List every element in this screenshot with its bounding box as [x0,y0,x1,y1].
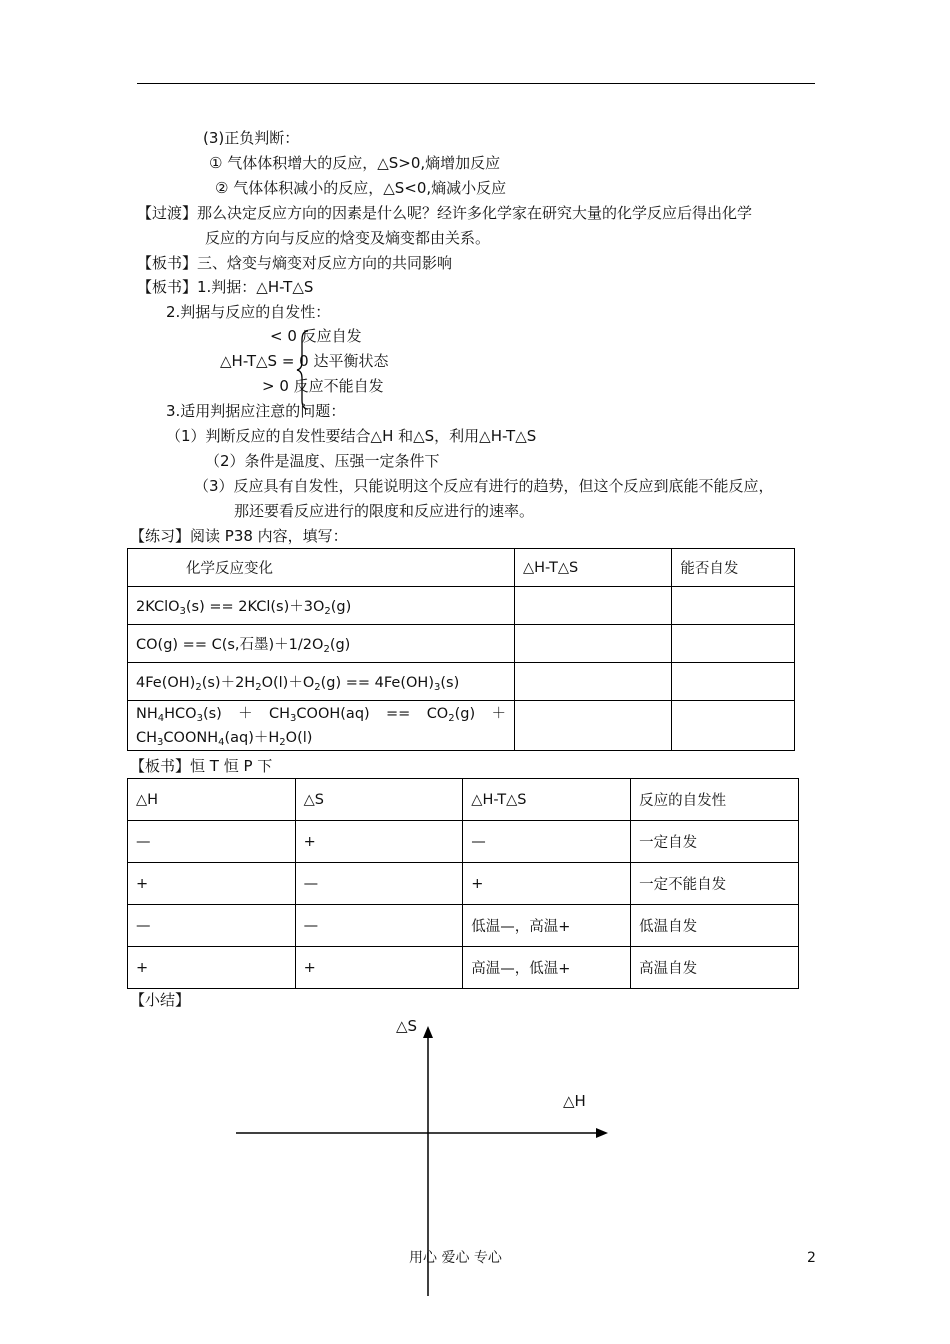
reaction-kclo3: 2KClO$_3$(s) == $2KCl(s)+3O_2(g)$ [128,587,515,625]
cell-spontaneity: 一定自发 [631,821,799,863]
line-note-1: （1）判断反应的自发性要结合△H 和△S，利用△H-T△S [166,427,537,445]
line-transition-cont: 反应的方向与反应的焓变及熵变都由关系。 [205,229,491,247]
y-axis-label: △S [396,1017,418,1035]
line-note-3: （3）反应具有自发性，只能说明这个反应有进行的趋势，但这个反应到底能不能反应， [194,477,774,495]
criterion-less-zero: < 0 反应自发 [270,327,362,345]
footer-text: 用心 爱心 专心 [409,1250,502,1266]
answer-cell[interactable] [515,625,672,663]
line-note-3-cont: 那还要看反应进行的限度和反应进行的速率。 [234,502,535,520]
criterion-greater-zero: > 0 反应不能自发 [262,377,384,395]
cell-spontaneity: 高温自发 [631,947,799,989]
header-rule [137,83,815,84]
cell-dh-tds: — [463,821,631,863]
cell-ds: + [295,821,463,863]
header-reaction: 化学反应变化 [128,549,515,587]
header-dh-tds: △H-T△S [515,549,672,587]
table-row [128,549,795,587]
line-gas-volume-increase: ① 气体体积增大的反应，△S>0,熵增加反应 [209,154,501,172]
table-row [128,701,795,751]
table-row [128,821,799,863]
line-board-3: 【板书】三、焓变与熵变对反应方向的共同影响 [137,254,453,272]
answer-cell[interactable] [515,663,672,701]
summary-table [127,778,799,989]
line-notes-title: 3.适用判据应注意的问题： [166,402,346,420]
table-row [128,779,799,821]
answer-cell[interactable] [672,663,795,701]
line-criterion-spontaneity: 2.判据与反应的自发性： [166,303,331,321]
line-transition: 【过渡】那么决定反应方向的因素是什么呢？经许多化学家在研究大量的化学反应后得出化学 [137,204,753,222]
table-row [128,905,799,947]
answer-cell[interactable] [672,587,795,625]
line-exercise: 【练习】阅读 P38 内容，填写： [130,527,348,545]
answer-cell[interactable] [672,625,795,663]
cell-ds: — [295,863,463,905]
x-axis-arrow-icon [596,1128,608,1138]
header-dh: △H [128,779,296,821]
header-spontaneous: 能否自发 [672,549,795,587]
cell-dh: + [128,863,296,905]
cell-spontaneity: 一定不能自发 [631,863,799,905]
answer-cell[interactable] [515,587,672,625]
cell-ds: + [295,947,463,989]
cell-dh-tds: 低温—，高温+ [463,905,631,947]
cell-dh: — [128,905,296,947]
reaction-co: CO(g) == C(s,石墨)$+1/2O_2(g)$ [128,625,515,663]
table-row [128,625,795,663]
header-spontaneity: 反应的自发性 [631,779,799,821]
x-axis-label: △H [563,1092,586,1110]
y-axis-arrow-icon [423,1026,433,1038]
cell-ds: — [295,905,463,947]
cell-dh: — [128,821,296,863]
table-row [128,947,799,989]
answer-cell[interactable] [672,701,795,751]
cell-dh-tds: + [463,863,631,905]
table-row [128,663,795,701]
left-brace-icon [296,330,310,410]
criterion-equal-zero: △H-T△S = 0 达平衡状态 [220,352,389,370]
line-note-2: （2）条件是温度、压强一定条件下 [205,452,440,470]
cell-dh-tds: 高温—，低温+ [463,947,631,989]
line-criterion: 【板书】1.判据：△H-T△S [137,278,314,296]
table-row [128,587,795,625]
table-row [128,863,799,905]
header-ds: △S [295,779,463,821]
header-dh-tds: △H-T△S [463,779,631,821]
line-sign-judgement: (3)正负判断： [203,129,300,147]
reaction-nh4hco3: $NH_4HCO_3(s)$ ＋ $CH_3COOH(aq)$ == $CO_2(g)$ ＋ $CH_3COONH_4(aq)+H_2O(l)$ [128,701,515,751]
line-gas-volume-decrease: ② 气体体积减小的反应，△S<0,熵减小反应 [215,179,507,197]
answer-cell[interactable] [515,701,672,751]
reaction-feoh: $4Fe(OH)_2(s)+2H_2O(l)+O_2(g) == 4Fe(OH)_3(s)$ [128,663,515,701]
line-board-const-tp: 【板书】恒 T 恒 P 下 [130,757,273,775]
cell-dh: + [128,947,296,989]
line-summary: 【小结】 [130,991,191,1009]
exercise-table [127,548,795,751]
cell-spontaneity: 低温自发 [631,905,799,947]
page-number: 2 [807,1250,816,1266]
